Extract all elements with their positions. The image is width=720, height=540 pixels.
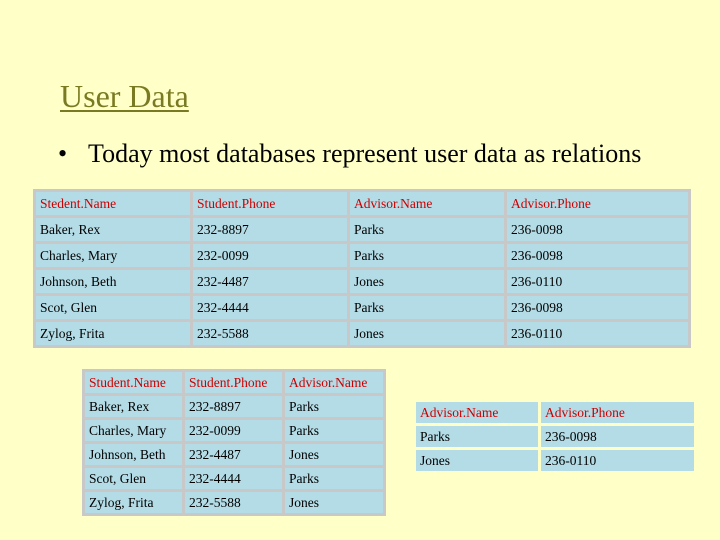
table-cell: 232-8897 xyxy=(193,218,347,241)
table-cell: Jones xyxy=(350,270,504,293)
table-cell: Charles, Mary xyxy=(85,420,182,441)
student-table xyxy=(82,369,386,516)
bullet-icon: • xyxy=(58,139,68,168)
table-cell: Johnson, Beth xyxy=(36,270,190,293)
table-cell: Jones xyxy=(416,450,538,471)
table-row xyxy=(36,270,688,293)
table-cell: 232-4444 xyxy=(193,296,347,319)
table-cell: 236-0098 xyxy=(507,218,688,241)
table-row xyxy=(36,244,688,267)
bullet-point xyxy=(58,138,641,170)
table-cell: Charles, Mary xyxy=(36,244,190,267)
table-cell: Parks xyxy=(350,218,504,241)
table-header-row xyxy=(85,372,383,393)
table-cell: Parks xyxy=(416,426,538,447)
table-cell: 232-4487 xyxy=(185,444,282,465)
table-row xyxy=(36,322,688,345)
header-cell: Advisor.Phone xyxy=(541,402,694,423)
table-row xyxy=(85,420,383,441)
table-cell: Parks xyxy=(350,296,504,319)
table-cell: 232-5588 xyxy=(193,322,347,345)
table-row xyxy=(416,450,694,471)
table-cell: Johnson, Beth xyxy=(85,444,182,465)
table-cell: Parks xyxy=(350,244,504,267)
table-cell: 236-0098 xyxy=(507,244,688,267)
header-cell: Student.Name xyxy=(85,372,182,393)
table-row xyxy=(416,426,694,447)
header-cell: Stedent.Name xyxy=(36,192,190,215)
table-cell: Baker, Rex xyxy=(36,218,190,241)
table-cell: 232-0099 xyxy=(193,244,347,267)
table-row xyxy=(85,444,383,465)
table-cell: Baker, Rex xyxy=(85,396,182,417)
header-cell: Student.Phone xyxy=(193,192,347,215)
header-cell: Advisor.Name xyxy=(285,372,383,393)
table-header-row xyxy=(416,402,694,423)
table-header-row xyxy=(36,192,688,215)
table-row xyxy=(85,396,383,417)
bullet-text: Today most databases represent user data as relations xyxy=(88,139,642,168)
table-cell: 236-0110 xyxy=(507,270,688,293)
table-row xyxy=(85,492,383,513)
table-row xyxy=(85,468,383,489)
table-cell: 232-0099 xyxy=(185,420,282,441)
table-cell: Jones xyxy=(350,322,504,345)
header-cell: Advisor.Name xyxy=(350,192,504,215)
table-cell: Parks xyxy=(285,420,383,441)
header-cell: Advisor.Phone xyxy=(507,192,688,215)
table-cell: 236-0098 xyxy=(541,426,694,447)
advisor-table xyxy=(413,399,697,474)
combined-user-table xyxy=(33,189,691,348)
table-cell: 232-5588 xyxy=(185,492,282,513)
table-row xyxy=(36,218,688,241)
table-cell: 236-0098 xyxy=(507,296,688,319)
table-cell: Parks xyxy=(285,396,383,417)
table-cell: Zylog, Frita xyxy=(85,492,182,513)
table-cell: Scot, Glen xyxy=(36,296,190,319)
table-cell: 232-4487 xyxy=(193,270,347,293)
table-cell: 236-0110 xyxy=(541,450,694,471)
table-row xyxy=(36,296,688,319)
table-cell: Jones xyxy=(285,444,383,465)
header-cell: Student.Phone xyxy=(185,372,282,393)
table-cell: 232-8897 xyxy=(185,396,282,417)
table-cell: 236-0110 xyxy=(507,322,688,345)
table-cell: Scot, Glen xyxy=(85,468,182,489)
slide-title: User Data xyxy=(60,78,189,114)
table-cell: Jones xyxy=(285,492,383,513)
header-cell: Advisor.Name xyxy=(416,402,538,423)
table-cell: 232-4444 xyxy=(185,468,282,489)
table-cell: Parks xyxy=(285,468,383,489)
table-cell: Zylog, Frita xyxy=(36,322,190,345)
